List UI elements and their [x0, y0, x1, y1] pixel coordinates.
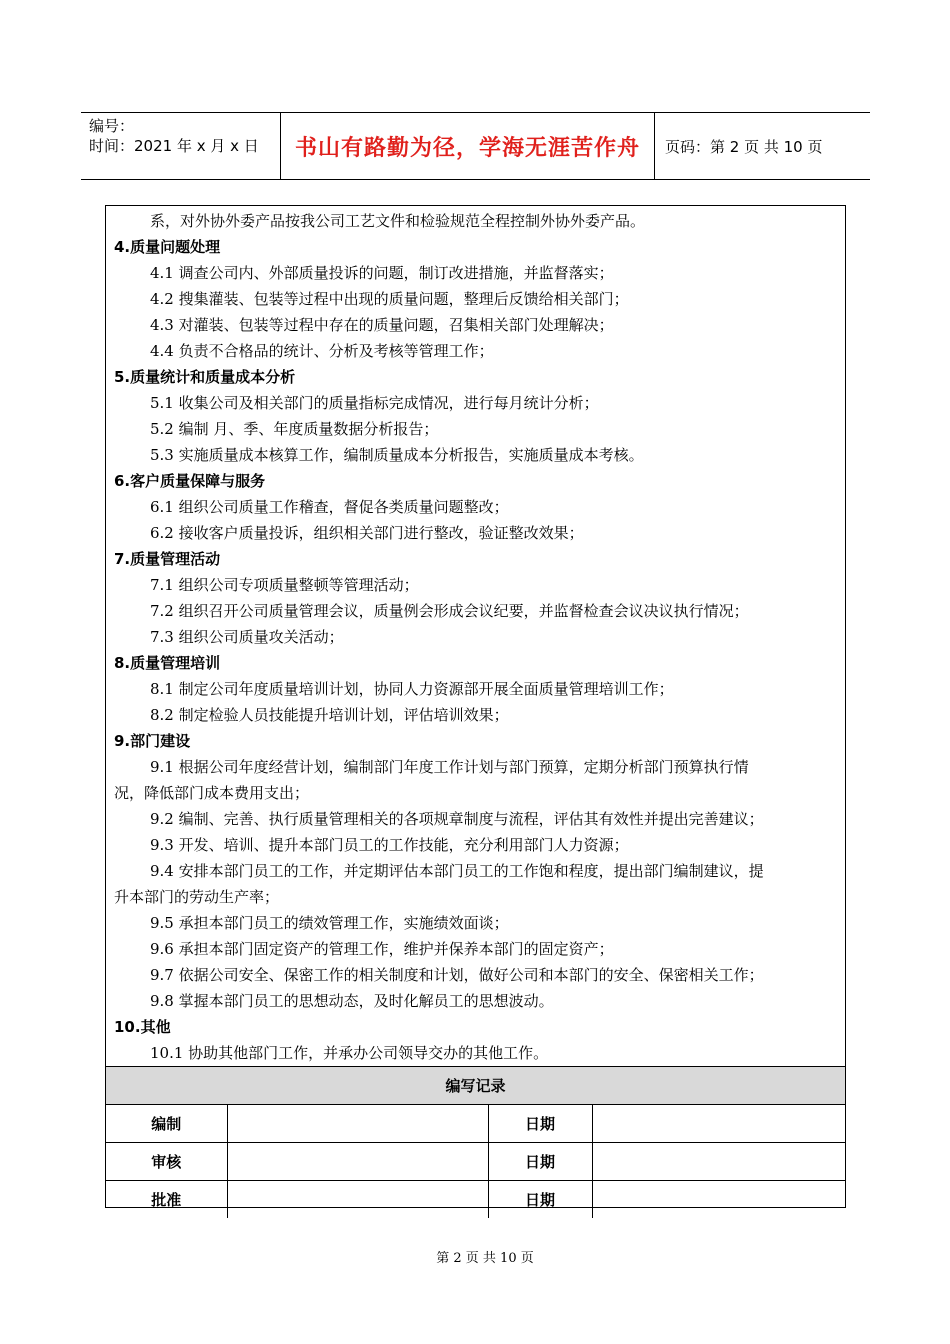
- section-item: 6.2 接收客户质量投诉，组织相关部门进行整改，验证整改效果；: [150, 524, 584, 542]
- section-title: 10.其他: [114, 1018, 171, 1036]
- content-box: [105, 205, 846, 1208]
- section-item: 8.2 制定检验人员技能提升培训计划，评估培训效果；: [150, 706, 509, 724]
- section-item: 9.4 安排本部门员工的工作，并定期评估本部门员工的工作饱和程度，提出部门编制建议，提: [150, 862, 764, 880]
- section-item: 9.6 承担本部门固定资产的管理工作，维护并保养本部门的固定资产；: [150, 940, 614, 958]
- section-item: 9.8 掌握本部门员工的思想动态，及时化解员工的思想波动。: [150, 992, 554, 1010]
- section-title: 5.质量统计和质量成本分析: [114, 368, 296, 386]
- section-title: 4.质量问题处理: [114, 238, 221, 256]
- edit-record-title: 编写记录: [106, 1067, 845, 1105]
- section-title: 8.质量管理培训: [114, 654, 221, 672]
- section-item: 9.3 开发、培训、提升本部门员工的工作技能，充分利用部门人力资源；: [150, 836, 629, 854]
- lead-paragraph: 系，对外协外委产品按我公司工艺文件和检验规范全程控制外协外委产品。: [150, 212, 646, 230]
- record-date-cell[interactable]: [592, 1143, 845, 1181]
- record-date-label: 日期: [488, 1143, 592, 1181]
- record-row-review: [106, 1143, 845, 1181]
- section-item: 7.1 组织公司专项质量整顿等管理活动；: [150, 576, 419, 594]
- record-row-approve: [106, 1181, 845, 1219]
- record-date-label: 日期: [488, 1181, 592, 1219]
- section-title: 9.部门建设: [114, 732, 191, 750]
- record-label: 审核: [106, 1143, 227, 1181]
- section-item: 6.1 组织公司质量工作稽查，督促各类质量问题整改；: [150, 498, 509, 516]
- edit-record-table: [106, 1066, 845, 1218]
- document-header: [81, 112, 870, 180]
- section-item: 4.3 对灌装、包装等过程中存在的质量问题，召集相关部门处理解决；: [150, 316, 614, 334]
- section-item: 7.2 组织召开公司质量管理会议，质量例会形成会议纪要，并监督检查会议决议执行情况；: [150, 602, 749, 620]
- section-item: 10.1 协助其他部门工作，并承办公司领导交办的其他工作。: [150, 1044, 549, 1062]
- document-number: 编号：: [89, 117, 135, 135]
- section-item: 8.1 制定公司年度质量培训计划，协同人力资源部开展全面质量管理培训工作；: [150, 680, 674, 698]
- record-value-cell[interactable]: [227, 1105, 488, 1143]
- record-value-cell[interactable]: [227, 1181, 488, 1219]
- section-item: 7.3 组织公司质量攻关活动；: [150, 628, 344, 646]
- record-row-compile: [106, 1105, 845, 1143]
- section-item-continuation: 况，降低部门成本费用支出；: [114, 784, 310, 802]
- record-value-cell[interactable]: [227, 1143, 488, 1181]
- header-motto: 书山有路勤为径，学海无涯苦作舟: [281, 113, 655, 179]
- content-body: [106, 206, 845, 1066]
- record-label: 批准: [106, 1181, 227, 1219]
- page-footer: 第 2 页 共 10 页: [436, 1251, 534, 1266]
- section-item: 9.5 承担本部门员工的绩效管理工作，实施绩效面谈；: [150, 914, 509, 932]
- record-date-label: 日期: [488, 1105, 592, 1143]
- section-item: 9.1 根据公司年度经营计划，编制部门年度工作计划与部门预算，定期分析部门预算执行情: [150, 758, 749, 776]
- header-meta: [81, 113, 281, 179]
- record-label: 编制: [106, 1105, 227, 1143]
- section-item: 9.7 依据公司安全、保密工作的相关制度和计划，做好公司和本部门的安全、保密相关工作；: [150, 966, 764, 984]
- section-title: 7.质量管理活动: [114, 550, 221, 568]
- section-item: 4.4 负责不合格品的统计、分析及考核等管理工作；: [150, 342, 494, 360]
- section-item: 5.2 编制 月、季、年度质量数据分析报告；: [150, 420, 439, 438]
- section-item: 4.2 搜集灌装、包装等过程中出现的质量问题，整理后反馈给相关部门；: [150, 290, 629, 308]
- section-item-continuation: 升本部门的劳动生产率；: [114, 888, 280, 906]
- document-time: 时间：2021 年 x 月 x 日: [89, 137, 259, 155]
- section-item: 4.1 调查公司内、外部质量投诉的问题，制订改进措施，并监督落实；: [150, 264, 614, 282]
- section-item: 5.1 收集公司及相关部门的质量指标完成情况，进行每月统计分析；: [150, 394, 599, 412]
- header-page-info: 页码：第 2 页 共 10 页: [665, 137, 823, 156]
- section-item: 5.3 实施质量成本核算工作，编制质量成本分析报告，实施质量成本考核。: [150, 446, 644, 464]
- section-item: 9.2 编制、完善、执行质量管理相关的各项规章制度与流程，评估其有效性并提出完善建议；: [150, 810, 764, 828]
- record-date-cell[interactable]: [592, 1181, 845, 1219]
- section-title: 6.客户质量保障与服务: [114, 472, 266, 490]
- record-date-cell[interactable]: [592, 1105, 845, 1143]
